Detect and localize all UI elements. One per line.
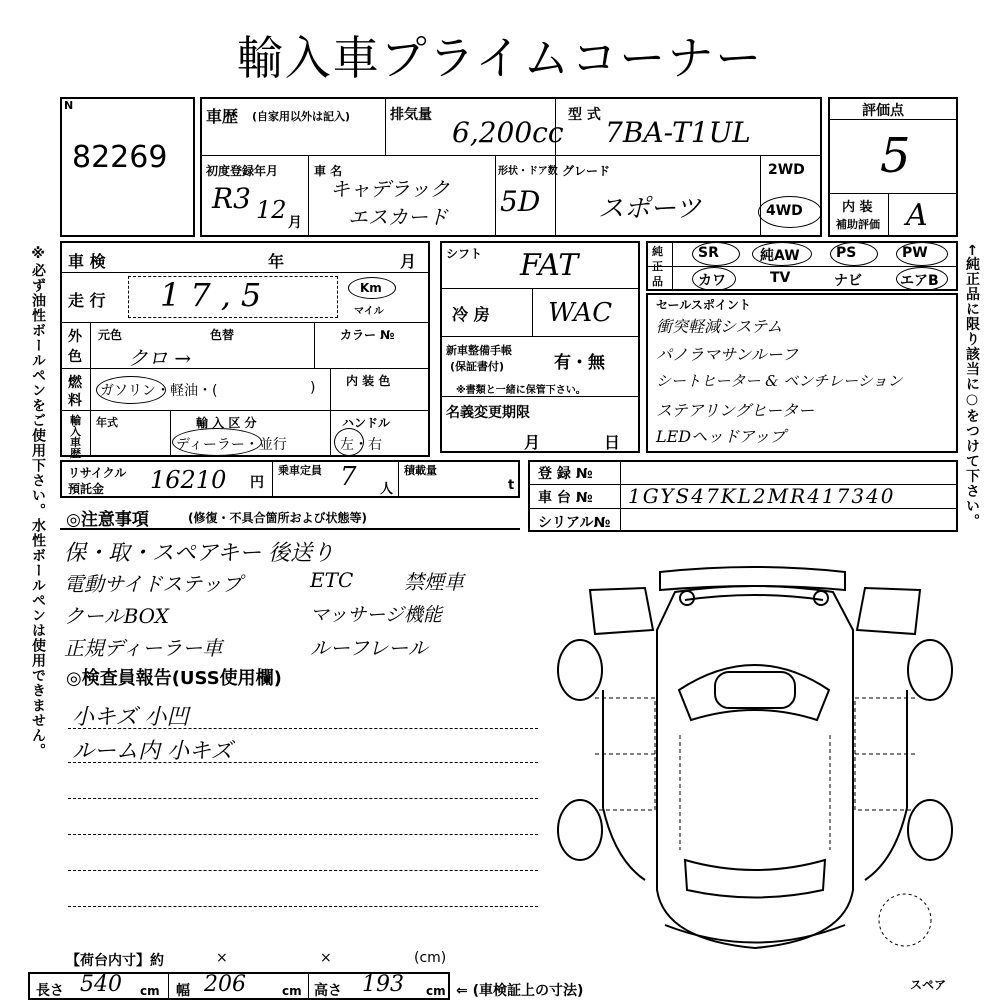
fuel-label-1: 燃: [68, 375, 82, 391]
mileage-value: 17,5: [160, 276, 272, 314]
fuel-circle: [96, 376, 166, 404]
cargo-unit: (cm): [414, 950, 447, 966]
ext-color-value: クロ →: [128, 346, 192, 370]
capacity-label: 乗車定員: [278, 464, 322, 477]
height-unit: cm: [426, 984, 446, 998]
page-title: 輸入車プライムコーナー: [236, 31, 764, 85]
height-value: 193: [362, 972, 404, 997]
grade-label: グレード: [562, 164, 611, 178]
drive-2wd: 2WD: [768, 162, 805, 178]
recycle-label-1: リサイクル: [68, 466, 127, 480]
note-7: 正規ディーラー車: [64, 636, 223, 660]
sr-circle: [692, 242, 740, 266]
length-value: 540: [80, 972, 122, 997]
genuine-item-navi: ナビ: [834, 273, 862, 289]
genuine-item-ps: PS: [836, 245, 857, 261]
color-no-label: カラー №: [340, 328, 395, 342]
shift-value: FAT: [520, 248, 579, 283]
inspection-year: 年: [268, 252, 285, 271]
left-handle-circle: [334, 428, 364, 456]
genuine-label-3: 品: [652, 275, 663, 288]
spare-label: スペア: [910, 978, 947, 992]
sales-point-3: シートヒーター & ベンチレーション: [656, 372, 903, 390]
handle-label: ハンドル: [342, 416, 391, 430]
interior-label-1: 内 装: [842, 200, 873, 215]
width-label: 幅: [176, 983, 190, 999]
import-category-value: ディーラー・並行: [176, 437, 287, 453]
rating-label: 評価点: [862, 103, 904, 119]
n-label: N: [64, 99, 74, 112]
inspector-line-2: ルーム内 小キズ: [72, 739, 233, 764]
inspection-label: 車 検: [68, 252, 106, 271]
fuel-options: ガソリン・軽油・(: [100, 383, 218, 399]
import-label-3: 車: [70, 436, 81, 449]
first-reg-month: 12: [256, 196, 287, 224]
note-5: クールBOX: [64, 604, 169, 628]
displacement-value: 6,200cc: [452, 116, 564, 149]
import-label-1: 輸: [70, 414, 81, 427]
ext-color-change: 色替: [210, 328, 235, 342]
manual-label-1: 新車整備手帳: [446, 344, 512, 357]
displacement-label: 排気量: [390, 107, 432, 123]
note-8: ルーフレール: [310, 636, 428, 660]
handle-value: 左・右: [340, 437, 382, 453]
sales-point-1: 衝突軽減システム: [656, 317, 783, 336]
serial-label: シリアル№: [538, 515, 611, 531]
recycle-value: 16210: [150, 466, 227, 494]
history-label: 車歴: [206, 107, 239, 126]
dimensions-note: ⇐ (車検証上の寸法): [456, 983, 584, 999]
width-unit: cm: [282, 984, 302, 998]
load-label: 積載量: [404, 464, 437, 477]
drive-4wd: 4WD: [766, 203, 803, 219]
manual-value: 有・無: [554, 353, 605, 373]
airbag-circle: [896, 267, 948, 291]
import-category-label: 輸 入 区 分: [196, 416, 257, 430]
note-6: マッサージ機能: [310, 604, 442, 626]
inspector-label: ◎検査員報告(USS使用欄): [66, 668, 282, 689]
aircon-value: WAC: [548, 298, 613, 328]
car-name-line2: エスカード: [348, 205, 448, 229]
model-label: 型 式: [568, 107, 601, 123]
left-notice: ※必ず油性ボールペンをご使用下さい。水性ボールペンは使用できません。: [30, 246, 46, 758]
first-reg-label: 初度登録年月: [206, 164, 279, 178]
genuine-item-leather: カワ: [698, 273, 726, 289]
fuel-label-2: 料: [68, 393, 82, 409]
load-unit: t: [508, 478, 515, 493]
import-year-label: 年式: [96, 416, 118, 429]
pw-circle: [896, 242, 948, 266]
km-circle: [348, 277, 396, 299]
mileage-unit-km: Km: [360, 281, 382, 295]
genuine-item-airbag: エアB: [900, 273, 939, 289]
note-3: ETC: [310, 568, 354, 592]
capacity-unit: 人: [380, 482, 394, 497]
capacity-value: 7: [340, 462, 357, 492]
mileage-unit-mile: マイル: [354, 306, 384, 317]
car-name-label: 車 名: [314, 164, 343, 178]
shape-value: 5D: [500, 185, 541, 218]
aircon-label: 冷 房: [452, 305, 490, 324]
import-label-4: 歴: [70, 447, 81, 460]
interior-label-2: 補助評価: [836, 218, 880, 231]
genuine-item-sr: SR: [698, 245, 719, 261]
genuine-item-pw: PW: [902, 245, 928, 261]
model-value: 7BA-T1UL: [605, 116, 751, 149]
entry-number: 82269: [72, 140, 168, 175]
cargo-x2: ×: [320, 950, 332, 966]
ext-color-orig: 元色: [98, 328, 123, 342]
recycle-label-2: 預託金: [68, 482, 105, 496]
aw-circle: [752, 242, 812, 266]
inspection-month: 月: [400, 252, 417, 271]
genuine-label-2: 正: [652, 260, 663, 273]
import-label-2: 入: [70, 425, 81, 438]
drive-4wd-circle: [758, 196, 822, 228]
shape-label: 形状・ドア数: [498, 166, 558, 177]
reg-no-label: 登 録 №: [538, 466, 593, 482]
chassis-label: 車 台 №: [538, 490, 593, 506]
leather-circle: [692, 267, 736, 291]
ps-circle: [830, 242, 878, 266]
width-value: 206: [204, 972, 246, 997]
interior-color-label: 内 装 色: [346, 374, 391, 388]
height-label: 高さ: [314, 983, 342, 999]
genuine-item-tv: TV: [770, 270, 791, 286]
sales-point-2: パノラマサンルーフ: [656, 345, 799, 364]
dealer-circle: [172, 428, 262, 456]
name-change-month: 月: [524, 433, 541, 452]
genuine-item-aw: 純AW: [760, 248, 800, 264]
interior-value: A: [906, 198, 928, 233]
cargo-label: 【荷台内寸】約: [66, 953, 164, 969]
sales-point-5: LEDヘッドアップ: [656, 427, 786, 446]
shift-label: シフト: [446, 247, 483, 261]
recycle-unit: 円: [250, 475, 264, 491]
sales-points-label: セールスポイント: [656, 298, 751, 312]
name-change-day: 日: [604, 433, 621, 452]
notes-sub: (修復・不具合箇所および状態等): [188, 511, 367, 525]
manual-note: ※書類と一緒に保管下さい。: [456, 385, 586, 396]
ext-color-label-1: 外: [68, 329, 82, 345]
sales-point-4: ステアリングヒーター: [656, 401, 815, 420]
cargo-x1: ×: [216, 950, 228, 966]
grade-value: スポーツ: [598, 194, 701, 224]
manual-label-2: (保証書付): [450, 360, 505, 373]
mileage-label: 走 行: [68, 291, 106, 310]
right-notice: ←純正品に限り該当に○をつけて下さい。: [964, 244, 980, 529]
chassis-value: 1GYS47KL2MR417340: [628, 484, 896, 508]
first-reg-month-unit: 月: [288, 215, 302, 231]
length-label: 長さ: [36, 983, 64, 999]
ext-color-label-2: 色: [68, 349, 82, 365]
genuine-label-1: 純: [652, 245, 663, 258]
note-4: 禁煙車: [404, 570, 464, 594]
note-2: 電動サイドステップ: [64, 572, 242, 596]
note-1: 保・取・スペアキー 後送り: [64, 541, 335, 566]
inspector-line-1: 小キズ 小凹: [72, 705, 189, 730]
first-reg-year: R3: [212, 182, 251, 215]
notes-label: ◎注意事項: [66, 510, 149, 530]
rating-value: 5: [880, 128, 911, 184]
car-name-line1: キャデラック: [330, 177, 450, 201]
car-diagram: [555, 560, 955, 960]
length-unit: cm: [140, 984, 160, 998]
name-change-label: 名義変更期限: [446, 405, 530, 421]
fuel-close: ): [310, 380, 316, 396]
history-note: (自家用以外は記入): [252, 110, 351, 123]
